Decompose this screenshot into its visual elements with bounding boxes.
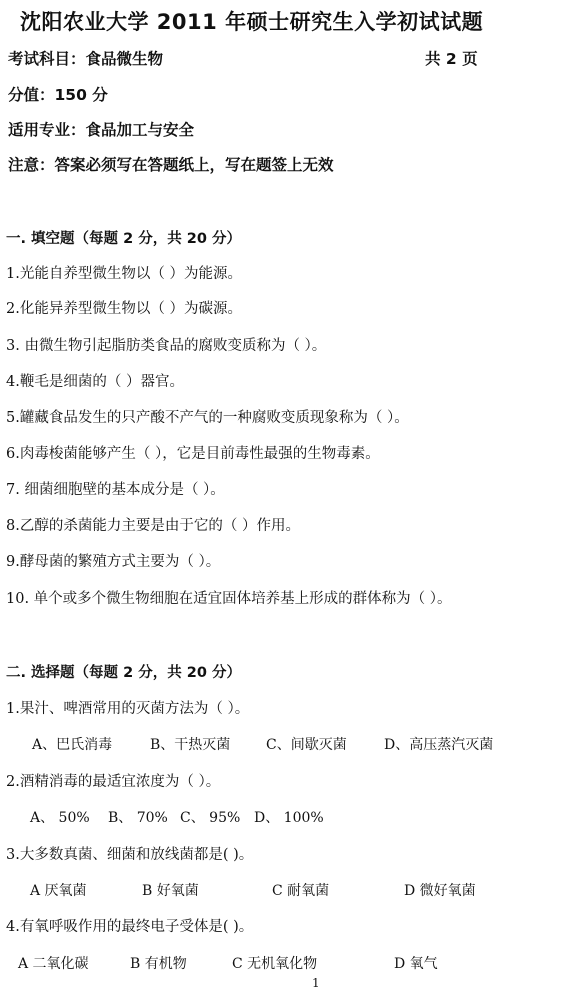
choice-option: A、 50% bbox=[30, 810, 90, 826]
choice-option: D 微好氧菌 bbox=[404, 883, 476, 899]
page-count: 共 2 页 bbox=[425, 50, 478, 68]
choice-option: D、 100% bbox=[254, 810, 324, 826]
exam-score: 分值：150 分 bbox=[8, 86, 108, 104]
choice-question: 1.果汁、啤酒常用的灭菌方法为（ ）。 bbox=[6, 701, 250, 717]
exam-major: 适用专业：食品加工与安全 bbox=[8, 121, 195, 139]
exam-title: 沈阳农业大学 2011 年硕士研究生入学初试试题 bbox=[20, 10, 484, 34]
fill-in-question: 5.罐藏食品发生的只产酸不产气的一种腐败变质现象称为（ ）。 bbox=[6, 410, 409, 426]
choice-option: C、 95% bbox=[180, 810, 241, 826]
choice-option: C 无机氧化物 bbox=[232, 956, 318, 972]
fill-in-question: 8.乙醇的杀菌能力主要是由于它的（ ）作用。 bbox=[6, 518, 300, 534]
exam-notice: 注意：答案必须写在答题纸上，写在题签上无效 bbox=[8, 156, 334, 174]
choice-option: B 好氧菌 bbox=[142, 883, 199, 899]
choice-question: 3.大多数真菌、细菌和放线菌都是( )。 bbox=[6, 847, 254, 863]
choice-option: D 氧气 bbox=[394, 956, 438, 972]
fill-in-question: 10. 单个或多个微生物细胞在适宜固体培养基上形成的群体称为（ ）。 bbox=[6, 591, 452, 607]
fill-in-question: 9.酵母菌的繁殖方式主要为（ ）。 bbox=[6, 554, 221, 570]
choice-question: 2.酒精消毒的最适宜浓度为（ ）。 bbox=[6, 774, 221, 790]
choice-option: C 耐氧菌 bbox=[272, 883, 330, 899]
fill-in-question: 2.化能异养型微生物以（ ）为碳源。 bbox=[6, 301, 242, 317]
choice-option: B、 70% bbox=[108, 810, 168, 826]
choice-question: 4.有氧呼吸作用的最终电子受体是( )。 bbox=[6, 919, 254, 935]
fill-in-question: 4.鞭毛是细菌的（ ）器官。 bbox=[6, 374, 184, 390]
fill-in-question: 1.光能自养型微生物以（ ）为能源。 bbox=[6, 266, 242, 282]
choice-option: B 有机物 bbox=[130, 956, 187, 972]
choice-option: A、巴氏消毒 bbox=[32, 737, 113, 753]
choice-option: C、间歇灭菌 bbox=[266, 737, 347, 753]
choice-option: B、干热灭菌 bbox=[150, 737, 231, 753]
exam-subject: 考试科目：食品微生物 bbox=[8, 50, 164, 68]
fill-in-question: 6.肉毒梭菌能够产生（ ），它是目前毒性最强的生物毒素。 bbox=[6, 446, 380, 462]
fill-in-question: 7. 细菌细胞壁的基本成分是（ ）。 bbox=[6, 482, 225, 498]
page-number: 1 bbox=[312, 976, 320, 990]
fill-in-question: 3. 由微生物引起脂肪类食品的腐败变质称为（ ）。 bbox=[6, 338, 327, 354]
choice-option: D、高压蒸汽灭菌 bbox=[384, 737, 494, 753]
section-fill-in-heading: 一. 填空题（每题 2 分，共 20 分） bbox=[6, 231, 242, 247]
choice-option: A 厌氧菌 bbox=[30, 883, 87, 899]
choice-option: A 二氧化碳 bbox=[18, 956, 89, 972]
section-choice-heading: 二. 选择题（每题 2 分，共 20 分） bbox=[6, 665, 242, 681]
